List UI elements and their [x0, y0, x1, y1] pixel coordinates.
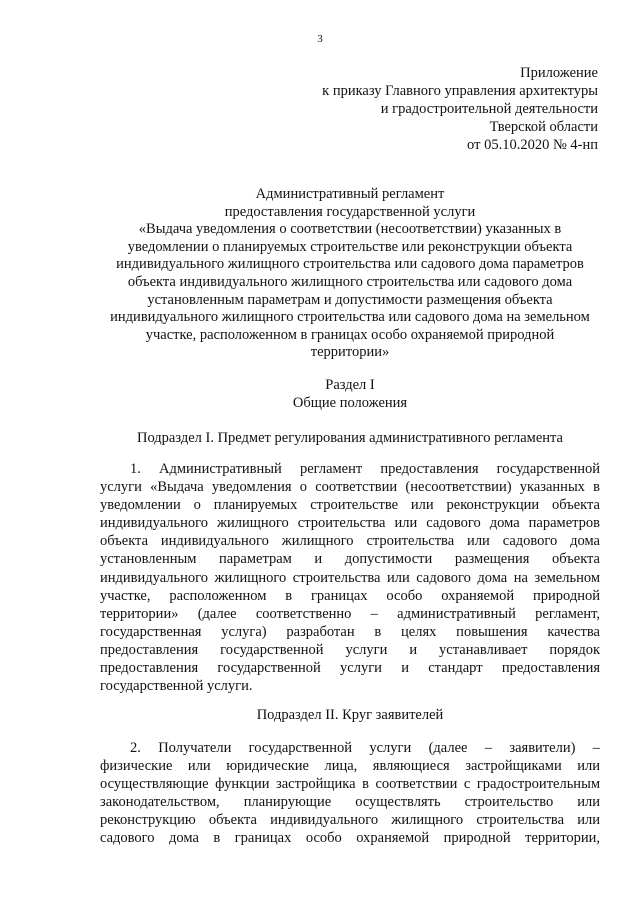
paragraph-line: садового дома в границах особо охраняемой природной территории, — [100, 830, 600, 847]
paragraph-1 — [100, 460, 600, 695]
paragraph-line: реконструкцию объекта индивидуального жилищного строительства или — [100, 812, 600, 829]
title-line: объекта индивидуального жилищного строительства или садового дома — [127, 273, 573, 290]
subsection-heading: Подраздел I. Предмет регулирования административного регламента — [137, 430, 563, 446]
paragraph-line: индивидуального жилищного строительства или садового дома на земельном — [100, 569, 600, 586]
title-line: Административный регламент — [255, 186, 445, 202]
paragraph-line: индивидуального жилищного строительства или садового дома параметров — [100, 515, 600, 532]
title-line: участке, расположенном в границах особо охраняемой природной — [145, 326, 555, 343]
paragraph-line: предоставления государственной услуги и стандарт предоставления — [100, 660, 600, 677]
paragraph-line: 1. Административный регламент предоставления государственной — [130, 461, 600, 477]
section-number: Раздел I — [325, 377, 375, 393]
paragraph-2 — [100, 739, 600, 848]
section-heading — [100, 376, 600, 412]
paragraph-line: предоставления государственной услуги и устанавливает порядок — [100, 641, 600, 658]
title-line: предоставления государственной услуги — [224, 203, 476, 220]
paragraph-line: объекта индивидуального жилищного строительства или садового дома — [100, 533, 600, 550]
page-number: 3 — [317, 33, 323, 45]
title-line: уведомлении о планируемых строительстве или реконструкции объекта — [127, 238, 573, 255]
title-line: «Выдача уведомления о соответствии (несоответствии) указанных в — [138, 221, 562, 238]
paragraph-line: установленным параметрам и допустимости размещения объекта — [100, 551, 600, 568]
title-line: установленным параметрам и допустимости размещения объекта — [147, 291, 553, 308]
appendix-line: к приказу Главного управления архитектуры — [322, 83, 598, 99]
subsection-heading: Подраздел II. Круг заявителей — [256, 707, 444, 723]
paragraph-line: участке, расположенном в границах особо охраняемой природной — [100, 587, 600, 604]
section-name: Общие положения — [292, 395, 408, 411]
paragraph-line: территории» (далее соответственно – административный регламент, — [100, 605, 600, 622]
appendix-line: от 05.10.2020 № 4-нп — [467, 137, 598, 153]
appendix-line: и градостроительной деятельности — [380, 101, 598, 117]
appendix-line: Тверской области — [489, 119, 598, 135]
appendix-line: Приложение — [520, 65, 598, 81]
paragraph-line: государственной услуги. — [100, 678, 253, 695]
paragraph-line: уведомлении о планируемых строительстве или реконструкции объекта — [100, 497, 600, 514]
paragraph-line: государственная услуга) разработан в целях повышения качества — [100, 623, 600, 640]
paragraph-line: осуществляющие функции застройщика в соответствии с градостроительным — [100, 776, 600, 793]
appendix-header — [322, 64, 598, 154]
paragraph-line: услуги «Выдача уведомления о соответствии (несоответствии) указанных в — [100, 479, 600, 496]
document-title — [100, 186, 600, 362]
title-line: территории» — [310, 344, 390, 361]
paragraph-line: законодательством, планирующие осуществлять строительство или — [100, 794, 600, 811]
title-line: индивидуального жилищного строительства или садового дома на земельном — [110, 309, 590, 326]
paragraph-line: физические или юридические лица, являющиеся застройщиками или — [100, 758, 600, 775]
paragraph-line: 2. Получатели государственной услуги (далее – заявители) – — [130, 740, 600, 756]
title-line: индивидуального жилищного строительства или садового дома параметров — [116, 256, 584, 273]
